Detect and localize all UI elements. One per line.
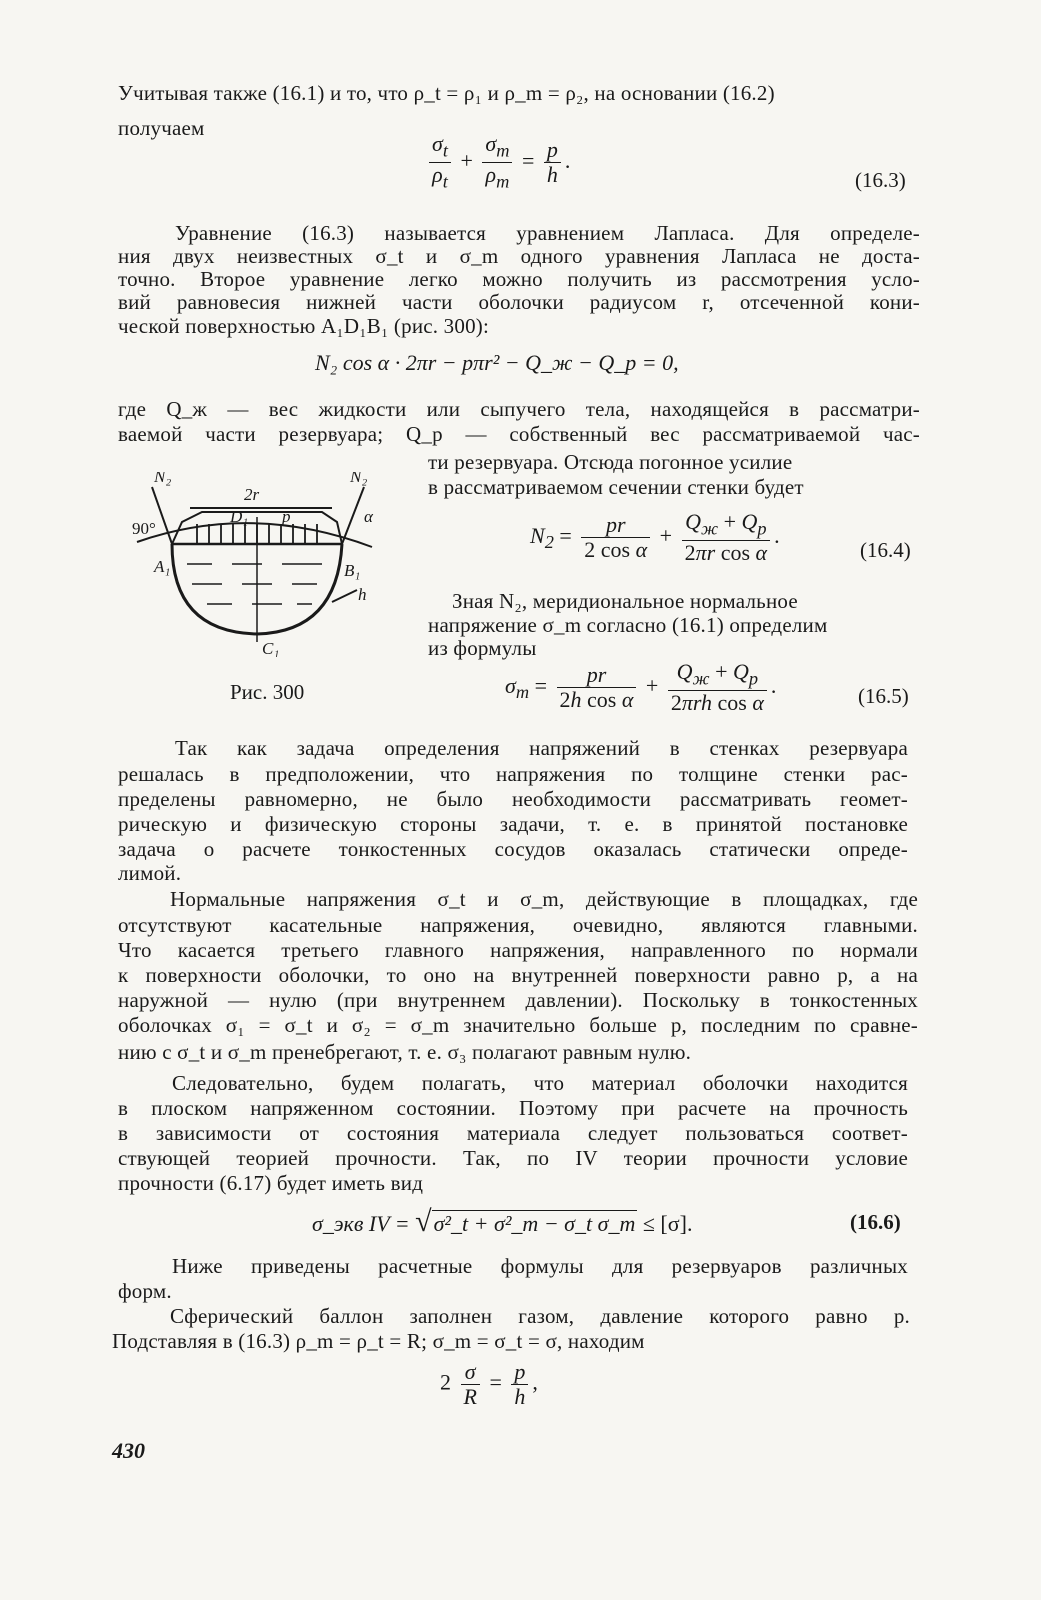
text-line: Что касается третьего главного напряжения, направленного по нормали	[118, 938, 918, 962]
equation-number: (16.4)	[860, 538, 911, 562]
text-line: форм.	[118, 1279, 172, 1303]
text-line: Нормальные напряжения σ_t и σ_m, действующие в площадках, где	[170, 887, 918, 911]
label-h: h	[358, 585, 367, 604]
eq166-rhs: ≤ [σ].	[642, 1211, 693, 1236]
text-line: Сферический баллон заполнен газом, давление которого равно p.	[170, 1304, 910, 1328]
equation-sphere: 2 $\frac{\sigma}{R}$ = $\frac{p}{h}$ ,	[440, 1359, 538, 1409]
text-line: напряжение σ_m согласно (16.1) определим	[428, 613, 828, 637]
label-p: p	[282, 507, 291, 526]
tank-diagram	[132, 472, 392, 657]
label-alpha: α	[364, 507, 373, 526]
text-line: Подставляя в (16.3) ρ_m = ρ_t = R; σ_m = σ_t = σ, находим	[112, 1329, 645, 1353]
page-number: 430	[112, 1438, 145, 1463]
text-line: вий равновесия нижней части оболочки радиусом r, отсеченной кони-	[118, 290, 920, 314]
label-a1: A₁	[154, 557, 171, 576]
text-line: пределены равномерно, не было необходимости рассматривать геомет-	[118, 787, 908, 811]
equation-n2-equilibrium: N₂ cos α · 2πr − pπr² − Q_ж − Q_p = 0,	[315, 350, 679, 375]
figure-300	[132, 472, 392, 662]
equation-16-6: σ_экв IV = √σ²_t + σ²_m − σ_t σ_m ≤ [σ].	[312, 1205, 693, 1238]
text-line: Учитывая также (16.1) и то, что ρ_t = ρ₁ и ρ_m = ρ₂, на основании (16.2)	[118, 81, 775, 105]
text-line: лимой.	[118, 861, 182, 885]
text-line: где Q_ж — вес жидкости или сыпучего тела, находящейся в рассматри-	[118, 397, 920, 421]
text-line: в рассматриваемом сечении стенки будет	[428, 475, 804, 499]
text-line: в плоском напряженном состоянии. Поэтому при расчете на прочность	[118, 1096, 908, 1120]
text-line: отсутствуют касательные напряжения, очевидно, являются главными.	[118, 913, 918, 937]
label-n2-left: N₂	[154, 472, 172, 486]
equation-16-4: $N_2$ = $\frac{pr}{\text{2 cos α}}$ + $\frac{Q_ж + Q_р}{\text{2πr cos α}}$ .	[530, 509, 780, 566]
text-line: в зависимости от состояния материала следует пользоваться соответ-	[118, 1121, 908, 1145]
equation-16-5: $\sigma_m$ = $\frac{pr}{\text{2h cos α}}$ + $\frac{Q_ж + Q_р}{\text{2πrh cos α}}$ .	[505, 659, 777, 716]
text-line: Ниже приведены расчетные формулы для резервуаров различных	[172, 1254, 908, 1278]
text-line: Следовательно, будем полагать, что материал оболочки находится	[172, 1071, 908, 1095]
equation-number: (16.6)	[850, 1210, 901, 1234]
text-line: получаем	[118, 116, 205, 140]
label-n2-right: N₂	[350, 472, 368, 486]
text-line: Зная N₂, меридиональное нормальное	[452, 589, 798, 613]
equation-number: (16.3)	[855, 168, 906, 192]
text-line: оболочках σ₁ = σ_t и σ₂ = σ_m значительно больше p, последним по сравне-	[118, 1013, 918, 1037]
text-line: нию с σ_t и σ_m пренебрегают, т. е. σ₃ полагают равным нулю.	[118, 1040, 692, 1064]
equation-number: (16.5)	[858, 684, 909, 708]
label-c1: C₁	[262, 639, 280, 657]
text-line: ти резервуара. Отсюда погонное усилие	[428, 450, 793, 474]
text-line: Так как задача определения напряжений в стенках резервуара	[175, 736, 908, 760]
text-line: наружной — нулю (при внутреннем давлении). Поскольку в тонкостенных	[118, 988, 918, 1012]
text-line: ствующей теорией прочности. Так, по IV теории прочности условие	[118, 1146, 908, 1170]
label-b1: B₁	[344, 561, 361, 580]
text-line: Уравнение (16.3) называется уравнением Лапласа. Для определе-	[175, 221, 920, 245]
label-90-deg: 90°	[132, 519, 156, 538]
text-line: к поверхности оболочки, то оно на внутренней поверхности равно p, а на	[118, 963, 918, 987]
text-line: ваемой части резервуара; Q_p — собственный вес рассматриваемой час-	[118, 422, 920, 446]
eq166-lhs: σ_экв IV =	[312, 1211, 410, 1236]
text-line: ческой поверхностью A₁D₁B₁ (рис. 300):	[118, 314, 490, 338]
text-line: решалась в предположении, что напряжения по толщине стенки рас-	[118, 762, 908, 786]
text-line: ния двух неизвестных σ_t и σ_m одного уравнения Лапласа не доста-	[118, 244, 920, 268]
figure-caption: Рис. 300	[230, 680, 305, 704]
text-line: рическую и физическую стороны задачи, т. е. в принятой постановке	[118, 812, 908, 836]
text-line: точно. Второе уравнение легко можно получить из рассмотрения усло-	[118, 267, 920, 291]
text-line: из формулы	[428, 636, 537, 660]
text-line: прочности (6.17) будет иметь вид	[118, 1171, 424, 1195]
eq166-radicand: σ²_t + σ²_m − σ_t σ_m	[433, 1211, 636, 1236]
label-2r: 2r	[244, 485, 260, 504]
equation-16-3: $\frac{\sigma_t}{\rho_t}$ + $\frac{\sigma_m}{\rho_m}$ = $\frac{p}{h}$ .	[425, 132, 570, 194]
label-d1: D₁	[230, 507, 249, 526]
text-line: задача о расчете тонкостенных сосудов оказалась статически опреде-	[118, 837, 908, 861]
